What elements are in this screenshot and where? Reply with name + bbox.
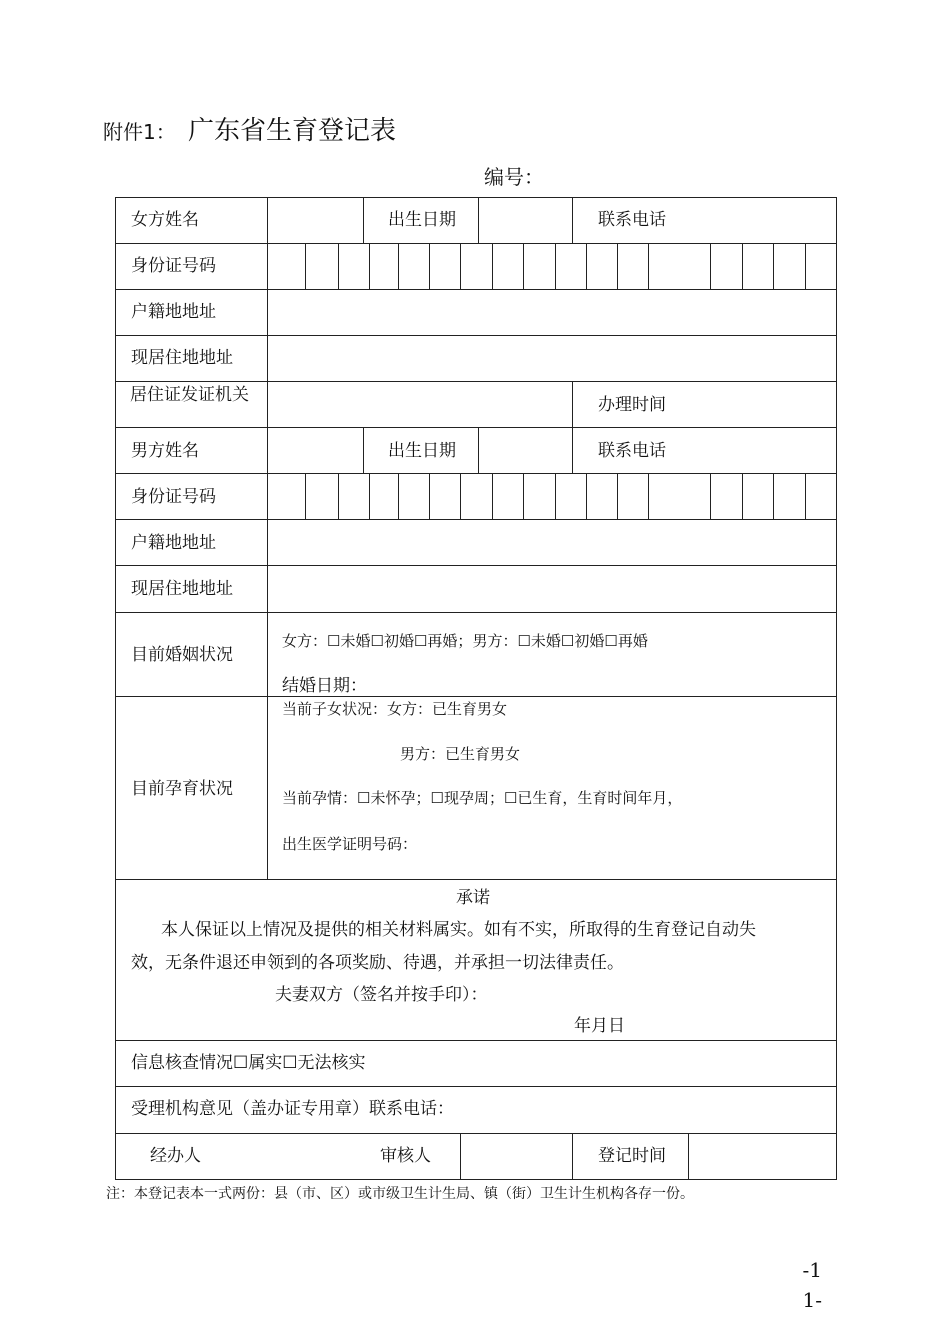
checkbox-icon[interactable]: ☐	[430, 789, 444, 807]
cell-line	[688, 1133, 689, 1179]
id-digit-line	[398, 473, 399, 519]
option-first-marriage: 初婚	[383, 632, 414, 650]
form-title: 广东省生育登记表	[188, 116, 397, 146]
attachment-label: 附件1：	[103, 120, 176, 144]
checkbox-icon[interactable]: ☐	[357, 789, 371, 807]
id-digit-line	[586, 243, 587, 289]
table-border-left	[115, 197, 116, 1180]
id-digit-line	[648, 473, 649, 519]
option-first-marriage: 初婚	[574, 632, 605, 650]
checkbox-icon[interactable]: ☐	[560, 632, 575, 650]
id-digit-line	[338, 473, 339, 519]
female-residence-label: 现居住地地址	[131, 348, 233, 368]
reg-time-label: 登记时间	[598, 1146, 666, 1166]
row-line	[115, 289, 837, 290]
footnote: 注：本登记表本一式两份：县（市、区）或市级卫生计生局、镇（街）卫生计生机构各存一份。	[106, 1186, 694, 1202]
verify-line	[131, 1053, 366, 1073]
table-border-right	[836, 197, 837, 1180]
checkbox-icon[interactable]: ☐	[282, 1053, 298, 1073]
page-number-line-2: 1-	[802, 1288, 822, 1312]
male-id-label: 身份证号码	[131, 487, 216, 507]
signature-label: 夫妻双方（签名并按手印）：	[275, 985, 488, 1005]
id-digit-line	[492, 473, 493, 519]
pledge-title: 承诺	[456, 888, 490, 908]
option-pregnant-weeks: 现孕周；	[443, 789, 504, 807]
agency-opinion-label: 受理机构意见（盖办证专用章）联系电话：	[131, 1099, 454, 1119]
handler-label: 经办人	[150, 1146, 201, 1166]
checkbox-icon[interactable]: ☐	[604, 632, 618, 650]
female-children-status: 当前子女状况：女方：已生育男女	[282, 700, 508, 718]
reviewer-label: 审核人	[380, 1146, 431, 1166]
row-line	[115, 1133, 837, 1134]
cell-line	[363, 197, 364, 243]
id-digit-line	[429, 243, 430, 289]
option-verified-true: 属实	[248, 1053, 283, 1073]
marriage-label: 目前婚姻状况	[131, 645, 233, 665]
id-digit-line	[305, 243, 306, 289]
id-digit-line	[305, 473, 306, 519]
pregnancy-prefix: 当前孕情：	[282, 789, 358, 807]
male-name-label: 男方姓名	[131, 441, 199, 461]
male-phone-label: 联系电话	[598, 441, 666, 461]
cell-line	[572, 381, 573, 427]
row-line	[115, 565, 837, 566]
pregnancy-label: 目前孕育状况	[131, 779, 233, 799]
id-digit-line	[555, 473, 556, 519]
id-digit-line	[710, 473, 711, 519]
row-line	[115, 612, 837, 613]
checkbox-icon[interactable]: ☐	[517, 632, 531, 650]
id-digit-line	[523, 473, 524, 519]
id-digit-line	[773, 243, 774, 289]
female-id-label: 身份证号码	[131, 256, 216, 276]
cell-line	[572, 197, 573, 243]
label-column-line	[267, 197, 268, 879]
id-digit-line	[805, 243, 806, 289]
cell-line	[478, 427, 479, 473]
option-remarried: 再婚	[427, 632, 458, 650]
female-name-label: 女方姓名	[131, 210, 199, 230]
checkbox-icon[interactable]: ☐	[233, 1053, 249, 1073]
id-digit-line	[429, 473, 430, 519]
row-line	[115, 381, 837, 382]
cell-line	[572, 427, 573, 473]
row-line	[115, 696, 837, 697]
cell-line	[572, 1133, 573, 1179]
male-residence-label: 现居住地地址	[131, 579, 233, 599]
option-remarried: 再婚	[617, 632, 648, 650]
checkbox-icon[interactable]: ☐	[370, 632, 384, 650]
option-unmarried: 未婚	[530, 632, 561, 650]
id-digit-line	[369, 473, 370, 519]
female-dob-label: 出生日期	[388, 210, 456, 230]
page-number-line-1: -1	[802, 1258, 822, 1282]
female-prefix: 女方：	[282, 632, 328, 650]
id-digit-line	[648, 243, 649, 289]
id-digit-line	[523, 243, 524, 289]
id-digit-line	[710, 243, 711, 289]
option-given-birth: 已生育，生育时间年月，	[517, 789, 683, 807]
female-household-label: 户籍地地址	[131, 302, 216, 322]
row-line	[115, 427, 837, 428]
id-digit-line	[369, 243, 370, 289]
male-dob-label: 出生日期	[388, 441, 456, 461]
cell-line	[478, 197, 479, 243]
id-digit-line	[742, 473, 743, 519]
option-unmarried: 未婚	[340, 632, 371, 650]
row-line	[115, 243, 837, 244]
male-household-label: 户籍地地址	[131, 533, 216, 553]
pledge-date-label: 年月日	[574, 1016, 625, 1036]
id-digit-line	[460, 243, 461, 289]
pledge-line-1: 本人保证以上情况及提供的相关材料属实。如有不实，所取得的生育登记自动失	[161, 920, 756, 940]
checkbox-icon[interactable]: ☐	[413, 632, 428, 650]
row-line	[115, 519, 837, 520]
id-digit-line	[586, 473, 587, 519]
pledge-line-2: 效，无条件退还申领到的各项奖励、待遇，并承担一切法律责任。	[131, 953, 624, 973]
id-digit-line	[398, 243, 399, 289]
pregnancy-options-line	[282, 789, 682, 807]
female-permit-time-label: 办理时间	[598, 395, 666, 415]
verify-prefix: 信息核查情况	[131, 1053, 233, 1073]
row-line	[115, 1086, 837, 1087]
id-digit-line	[617, 473, 618, 519]
male-prefix: 男方：	[472, 632, 518, 650]
female-phone-label: 联系电话	[598, 210, 666, 230]
id-digit-line	[555, 243, 556, 289]
option-unable-verify: 无法核实	[297, 1053, 366, 1073]
checkbox-icon[interactable]: ☐	[503, 789, 518, 807]
cell-line	[363, 427, 364, 473]
marriage-options-line	[282, 632, 648, 650]
row-line	[115, 197, 837, 198]
row-line	[115, 473, 837, 474]
row-line	[115, 1179, 837, 1180]
id-digit-line	[742, 243, 743, 289]
id-digit-line	[773, 473, 774, 519]
id-digit-line	[617, 243, 618, 289]
number-label: 编号：	[484, 165, 544, 189]
option-not-pregnant: 未怀孕；	[370, 789, 431, 807]
row-line	[115, 879, 837, 880]
id-digit-line	[805, 473, 806, 519]
id-digit-line	[338, 243, 339, 289]
cell-line	[460, 1133, 461, 1179]
male-children-status: 男方：已生育男女	[400, 745, 521, 763]
row-line	[115, 335, 837, 336]
id-digit-line	[492, 243, 493, 289]
birth-cert-label: 出生医学证明号码：	[282, 835, 418, 853]
id-digit-line	[460, 473, 461, 519]
marriage-date-label: 结婚日期：	[282, 676, 367, 696]
female-permit-label: 居住证发证机关	[130, 385, 249, 405]
row-line	[115, 1040, 837, 1041]
separator: ；	[457, 632, 473, 650]
checkbox-icon[interactable]: ☐	[327, 632, 341, 650]
